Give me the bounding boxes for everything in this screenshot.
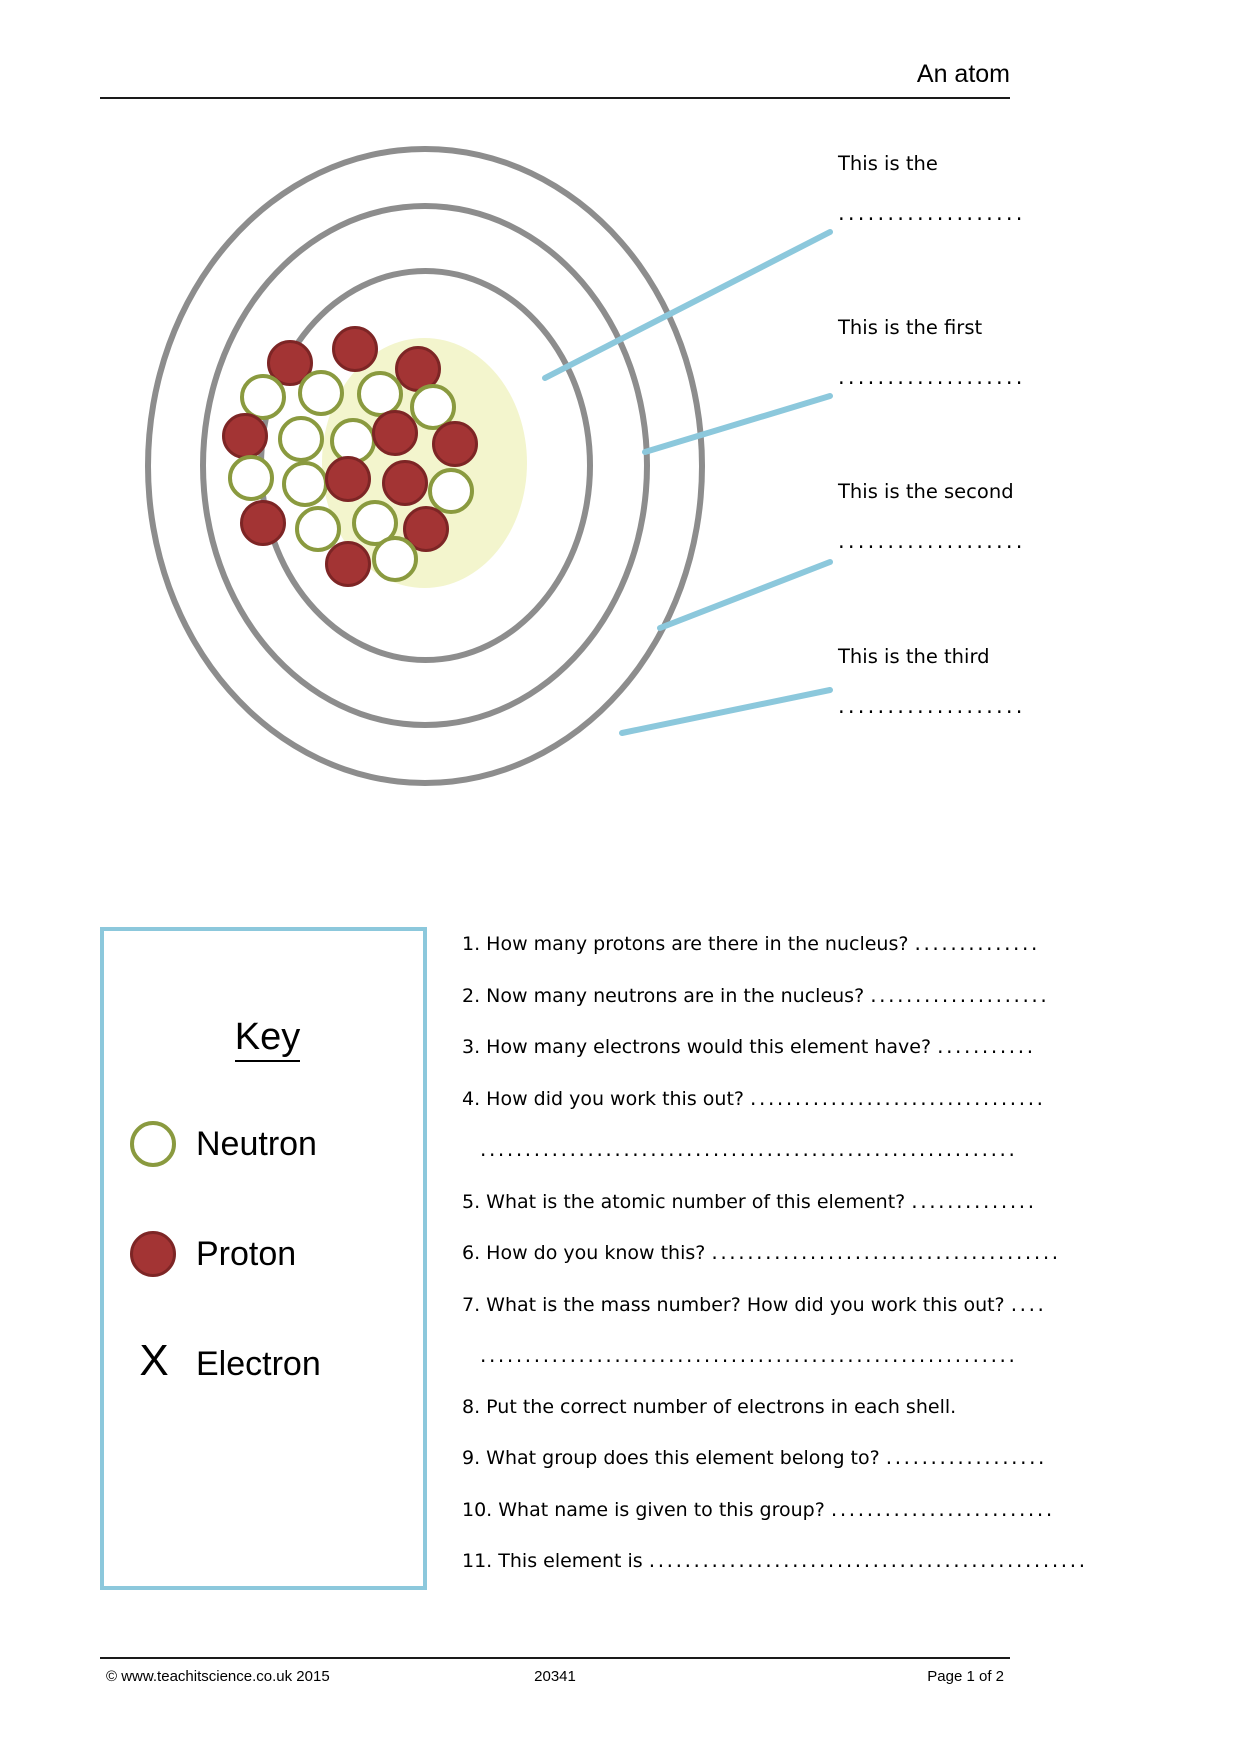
proton-particle [240, 500, 286, 546]
question-item [462, 1033, 1036, 1060]
question-text: How many electrons would this element have? [486, 1036, 938, 1058]
question-number: 7. [462, 1293, 487, 1316]
callout-text: This is the [838, 152, 938, 175]
callout-label-shell-1 [838, 316, 1068, 389]
answer-dots[interactable]: ................... [838, 694, 1026, 718]
proton-particle [382, 460, 428, 506]
answer-dots[interactable]: .............. [911, 1188, 1037, 1213]
neutron-particle [282, 461, 328, 507]
neutron-particle [298, 370, 344, 416]
footer-divider [100, 1657, 1010, 1659]
callout-text: This is the third [838, 645, 990, 668]
question-item [462, 1239, 1061, 1266]
answer-dots[interactable]: ................................................. [648, 1548, 1088, 1572]
electron-x-icon: X [139, 1336, 169, 1385]
question-text: What group does this element belong to? [486, 1447, 886, 1469]
neutron-circle-icon [130, 1121, 176, 1167]
question-number: 8. [462, 1395, 487, 1418]
key-item-neutron [130, 1117, 420, 1173]
question-item [462, 1394, 1010, 1420]
key-box [100, 927, 427, 1590]
answer-dots[interactable]: ................... [838, 365, 1026, 389]
question-text: Put the correct number of electrons in each shell. [486, 1395, 957, 1418]
answer-dots[interactable]: .............. [914, 931, 1040, 955]
key-title-text: Key [235, 1016, 300, 1062]
callout-text: This is the first [838, 316, 983, 339]
question-item [462, 930, 1040, 957]
answer-dots[interactable]: ....................................... [711, 1240, 1061, 1264]
question-text: What name is given to this group? [498, 1498, 831, 1521]
key-item-label: Neutron [196, 1125, 317, 1163]
callout-label-nucleus [838, 152, 1068, 225]
question-text: What is the mass number? How did you work this out? [486, 1293, 1011, 1316]
answer-dots[interactable]: ................................. [750, 1085, 1046, 1110]
question-number: 4. [462, 1087, 487, 1110]
header-divider [100, 97, 1010, 99]
key-item-electron [130, 1337, 420, 1393]
question-text: What is the atomic number of this element? [486, 1190, 912, 1213]
proton-particle [325, 456, 371, 502]
question-item [462, 982, 1050, 1009]
callout-label-shell-3 [838, 645, 1068, 718]
page-title: An atom [916, 60, 1010, 88]
question-list [462, 930, 1088, 1599]
neutron-particle [228, 455, 274, 501]
question-item [462, 1444, 1047, 1471]
question-number: 10. [462, 1498, 499, 1521]
answer-dots[interactable]: ............................................................ [480, 1343, 1018, 1367]
question-item [462, 1291, 1047, 1318]
proton-particle [222, 413, 268, 459]
footer-page-label: Page 1 of 2 [927, 1668, 1004, 1685]
proton-particle [325, 541, 371, 587]
question-text: How did you work this out? [486, 1087, 751, 1110]
answer-dots[interactable]: ................... [838, 201, 1026, 225]
question-item [480, 1136, 1018, 1163]
question-number: 5. [462, 1190, 487, 1213]
question-text: Now many neutrons are in the nucleus? [486, 984, 871, 1007]
answer-dots[interactable]: ........... [937, 1034, 1036, 1058]
callout-text: This is the second [838, 480, 1014, 503]
page-footer [100, 1668, 1010, 1692]
callout-label-shell-2 [838, 480, 1068, 553]
atom-diagram [110, 128, 810, 808]
neutron-particle [372, 536, 418, 582]
footer-copyright: © www.teachitscience.co.uk 2015 [106, 1668, 330, 1685]
answer-dots[interactable]: ................... [838, 529, 1026, 553]
question-item [480, 1342, 1018, 1369]
question-text: This element is [498, 1550, 649, 1572]
answer-dots[interactable]: .................... [870, 982, 1050, 1007]
neutron-particle [278, 416, 324, 462]
question-item [462, 1188, 1037, 1215]
answer-dots[interactable]: ............................................................ [480, 1137, 1018, 1161]
proton-particle [332, 326, 378, 372]
question-item [462, 1085, 1046, 1112]
answer-dots[interactable]: .................. [885, 1445, 1047, 1469]
key-item-label: Proton [196, 1235, 297, 1273]
question-number: 1. [462, 933, 487, 955]
question-number: 11. [462, 1550, 499, 1572]
answer-dots[interactable]: .... [1010, 1291, 1047, 1316]
question-number: 6. [462, 1242, 487, 1264]
footer-resource-id: 20341 [534, 1668, 576, 1685]
key-title [104, 1016, 431, 1059]
question-text: How many protons are there in the nucleus? [486, 933, 915, 955]
question-number: 3. [462, 1036, 487, 1058]
question-number: 2. [462, 984, 487, 1007]
question-item [462, 1547, 1088, 1574]
question-text: How do you know this? [486, 1242, 712, 1264]
answer-dots[interactable]: ......................... [830, 1496, 1055, 1521]
question-number: 9. [462, 1447, 487, 1469]
key-item-label: Electron [196, 1345, 321, 1383]
key-item-proton [130, 1227, 420, 1283]
proton-circle-icon [130, 1231, 176, 1277]
proton-particle [372, 410, 418, 456]
question-item [462, 1496, 1055, 1523]
proton-particle [432, 421, 478, 467]
